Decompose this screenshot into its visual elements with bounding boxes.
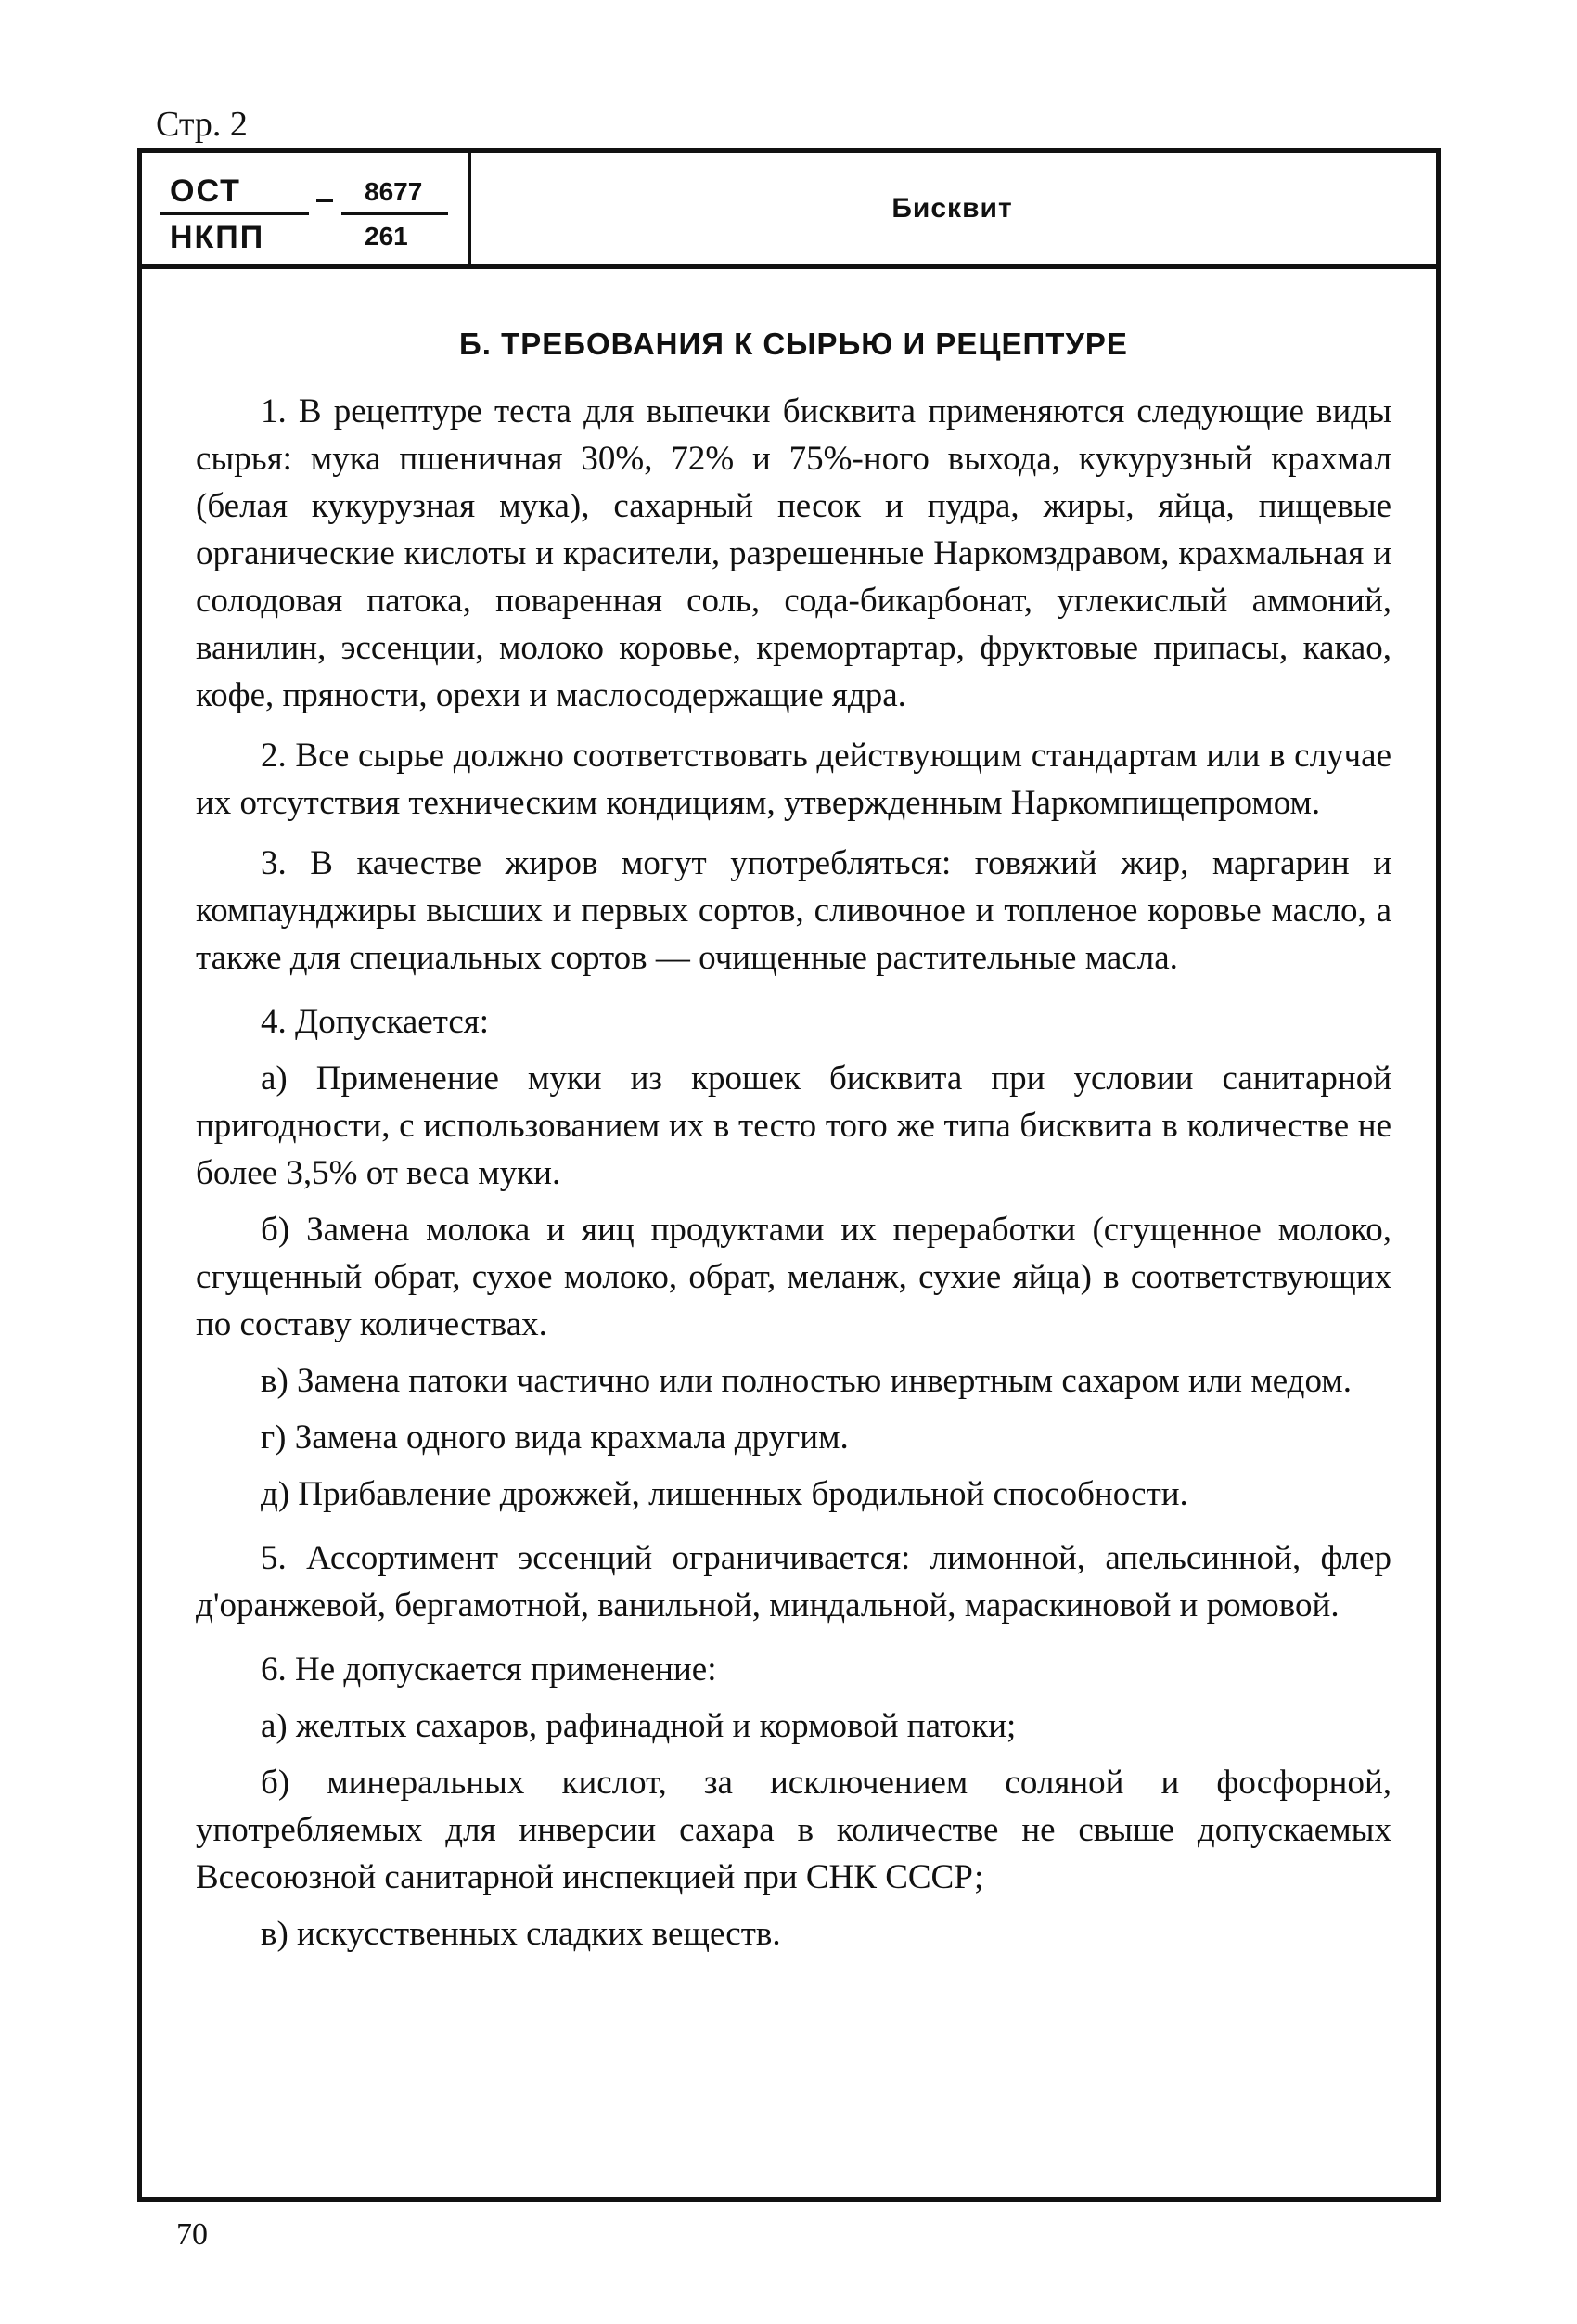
paragraph-4e: д) Прибавление дрожжей, лишенных бродильной способности. bbox=[261, 1475, 1188, 1513]
page-number: 70 bbox=[176, 2217, 208, 2252]
paragraph-6b: б) минеральных кислот, за исключением соляной и фосфорной, употребляемых для инверсии сахара в количестве не свыше допускаемых Всесоюзной санитарной инспекцией при СНК СССР; bbox=[196, 1764, 1391, 1896]
document-body bbox=[196, 320, 1391, 1967]
paragraph-1: 1. В рецептуре теста для выпечки бисквита применяются следующие виды сырья: мука пшеничная 30%, 72% и 75%-ного выхода, кукурузный крахмал (белая кукурузная мука), сахарный песок и пудра, жиры, яйца, пищевые органические кислоты и красители, разрешенные Наркомздравом, крахмальная и солодовая патока, поваренная соль, сода-бикарбонат, углекислый аммоний, ванилин, эссенции, молоко коровье, кремортартар, фруктовые припасы, какао, кофе, пряности, орехи и маслосодержащие ядра. bbox=[196, 392, 1391, 714]
paragraph-4d: г) Замена одного вида крахмала другим. bbox=[261, 1419, 849, 1457]
standard-number-top: 8677 bbox=[365, 177, 423, 206]
document-title: Бисквит bbox=[891, 193, 1013, 224]
paragraph-2: 2. Все сырье должно соответствовать действующим стандартам или в случае их отсутствия техническим кондициям, утвержденным Наркомпищепромом. bbox=[196, 737, 1391, 822]
paragraph-5: 5. Ассортимент эссенций ограничивается: лимонной, апельсинной, флер д'оранжевой, бергамотной, ванильной, миндальной, мараскиновой и ромовой. bbox=[196, 1539, 1391, 1624]
standard-number-bottom: 261 bbox=[365, 222, 408, 250]
fraction-line-left bbox=[160, 212, 309, 215]
paragraph-4: 4. Допускается: bbox=[261, 1003, 490, 1041]
fraction-line-right bbox=[341, 212, 448, 215]
nkpp-label: НКПП bbox=[170, 220, 265, 255]
ost-label: ОСТ bbox=[170, 173, 241, 209]
standard-designation bbox=[142, 153, 471, 264]
paragraph-6a: а) желтых сахаров, рафинадной и кормовой патоки; bbox=[261, 1707, 1017, 1745]
document-header bbox=[142, 153, 1436, 269]
paragraph-6c: в) искусственных сладких веществ. bbox=[261, 1915, 781, 1953]
document-frame bbox=[137, 148, 1441, 2202]
paragraph-4b: б) Замена молока и яиц продуктами их переработки (сгущенное молоко, сгущенный обрат, сухое молоко, обрат, меланж, сухие яйца) в соответствующих по составу количествах. bbox=[196, 1211, 1391, 1343]
section-heading: Б. ТРЕБОВАНИЯ К СЫРЬЮ И РЕЦЕПТУРЕ bbox=[459, 327, 1128, 361]
page-label: Стр. 2 bbox=[156, 105, 248, 144]
paragraph-4c: в) Замена патоки частично или полностью инвертным сахаром или медом. bbox=[261, 1362, 1352, 1400]
paragraph-4a: а) Применение муки из крошек бисквита при условии санитарной пригодности, с использованием их в тесто того же типа бисквита в количестве не более 3,5% от веса муки. bbox=[196, 1059, 1391, 1192]
designation-dash bbox=[316, 199, 333, 202]
paragraph-6: 6. Не допускается применение: bbox=[261, 1650, 717, 1688]
paragraph-3: 3. В качестве жиров могут употребляться: говяжий жир, маргарин и компаунджиры высших и первых сортов, сливочное и топленое коровье масло, а также для специальных сортов — очищенные растительные масла. bbox=[196, 844, 1391, 977]
